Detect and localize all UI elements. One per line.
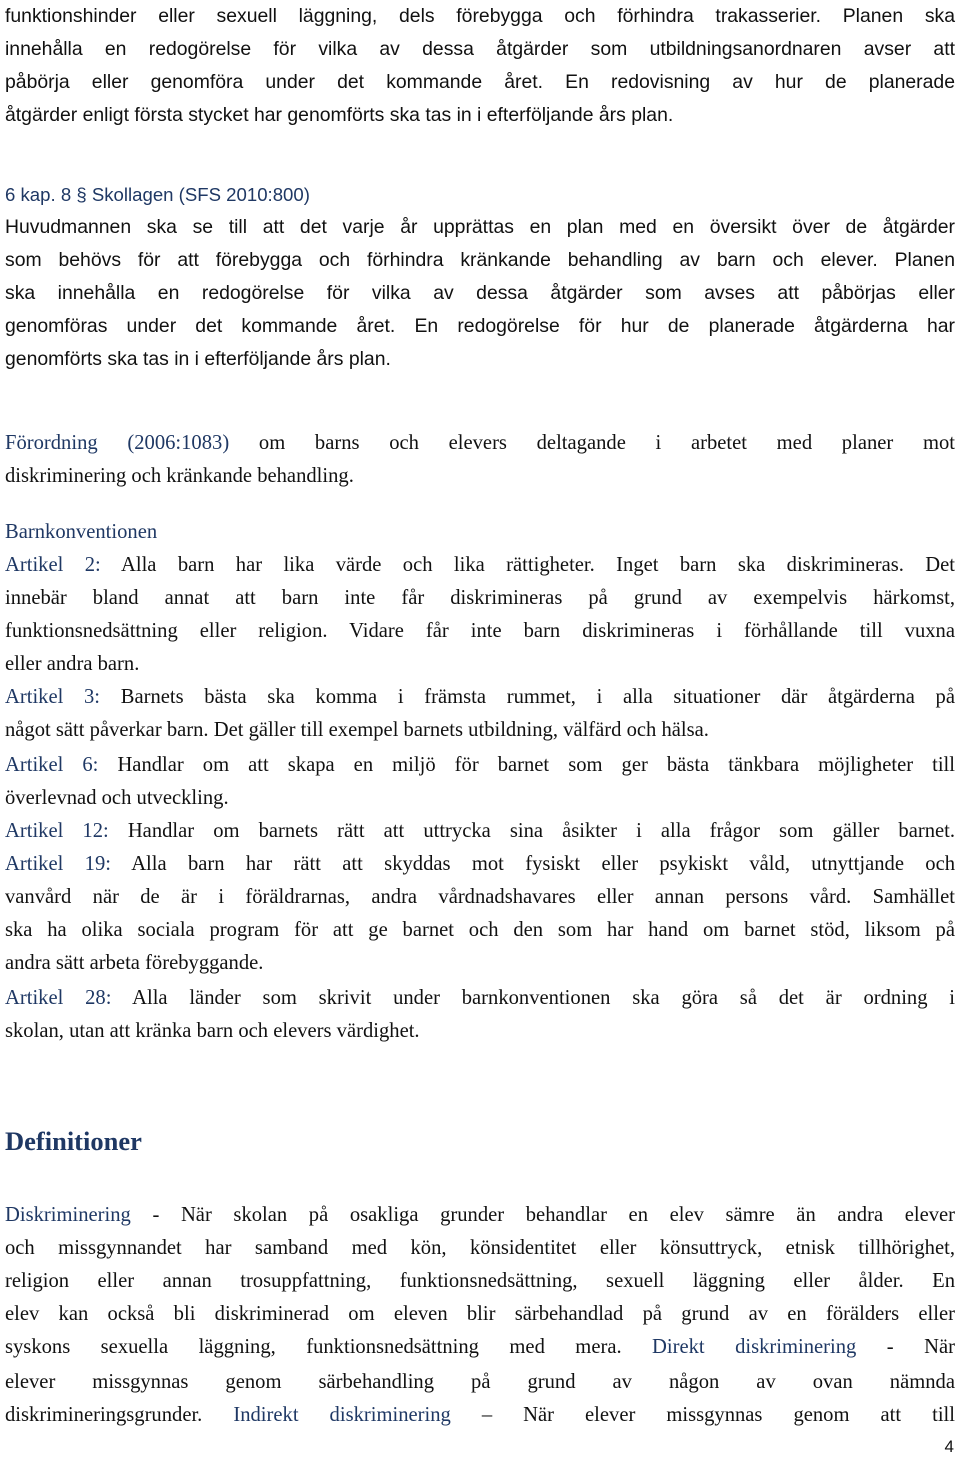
definitioner-text-7b: – När elever missgynnas genom att till <box>481 1404 955 1426</box>
forordning-title: Förordning (2006:1083) <box>5 432 230 454</box>
artikel-6-line-1 <box>5 749 955 782</box>
definitioner-line-5 <box>5 1331 955 1364</box>
artikel-12-text-1: Handlar om barnets rätt att uttrycka sina åsikter i alla frågor som gäller barnet. <box>127 820 956 842</box>
skollagen-line-3: ska innehålla en redogörelse för vilka av dessa åtgärder som avses att påbörjas eller <box>5 282 955 304</box>
term-direkt-diskriminering: Direkt diskriminering <box>652 1336 857 1358</box>
artikel-28-line-2: skolan, utan att kränka barn och elevers värdighet. <box>5 1020 420 1042</box>
definitioner-text-7a: diskrimineringsgrunder. <box>5 1404 203 1426</box>
term-indirekt-diskriminering: Indirekt diskriminering <box>233 1404 451 1426</box>
definitioner-line-1 <box>5 1199 955 1232</box>
skollagen-title: 6 kap. 8 § Skollagen (SFS 2010:800) <box>5 184 310 205</box>
artikel-19-line-3: ska ha olika sociala program för att ge barnet och den som har hand om barnet stöd, liksom på <box>5 919 955 941</box>
definitioner-line-3: religion eller annan trosuppfattning, funktionsnedsättning, sexuell läggning eller ålder. En <box>5 1270 955 1292</box>
artikel-3-line-1 <box>5 681 955 714</box>
artikel-19-line-4: andra sätt arbeta förebyggande. <box>5 952 264 974</box>
definitioner-text-1: - När skolan på osakliga grunder behandlar en elev sämre än andra elever <box>152 1204 956 1226</box>
artikel-3-line-2: något sätt påverkar barn. Det gäller till exempel barnets utbildning, välfärd och hälsa. <box>5 719 709 741</box>
definitioner-text-5a: syskons sexuella läggning, funktionsnedsättning med mera. <box>5 1336 622 1358</box>
artikel-19-text-1: Alla barn har rätt att skyddas mot fysiskt eller psykiskt våld, utnyttjande och <box>131 853 956 875</box>
page-number: 4 <box>944 1437 954 1456</box>
artikel-19-line-2: vanvård när de är i föräldrarnas, andra vårdnadshavares eller annan persons vård. Samhället <box>5 886 955 908</box>
artikel-2-line-4: eller andra barn. <box>5 653 140 675</box>
barnkonventionen-title: Barnkonventionen <box>5 521 158 543</box>
artikel-6-label: Artikel 6: <box>5 754 99 776</box>
forordning-line-2: diskriminering och kränkande behandling. <box>5 465 354 487</box>
artikel-2-label: Artikel 2: <box>5 554 101 576</box>
definitioner-line-7 <box>5 1399 955 1432</box>
artikel-28-label: Artikel 28: <box>5 987 112 1009</box>
artikel-2-line-3: funktionsnedsättning eller religion. Vidare får inte barn diskrimineras i förhållande till vuxna <box>5 620 955 642</box>
definitioner-heading: Definitioner <box>5 1126 142 1156</box>
artikel-28-text-1: Alla länder som skrivit under barnkonventionen ska göra så det är ordning i <box>132 987 956 1009</box>
artikel-19-label: Artikel 19: <box>5 853 111 875</box>
skollagen-line-1: Huvudmannen ska se till att det varje år upprättas en plan med en översikt över de åtgärder <box>5 216 955 238</box>
intro-line-1: funktionshinder eller sexuell läggning, dels förebygga och förhindra trakasserier. Planen ska <box>5 5 955 27</box>
skollagen-line-4: genomföras under det kommande året. En redogörelse för hur de planerade åtgärderna har <box>5 315 955 337</box>
skollagen-line-2: som behövs för att förebygga och förhindra kränkande behandling av barn och elever. Planen <box>5 249 955 271</box>
artikel-6-line-2: överlevnad och utveckling. <box>5 787 229 809</box>
skollagen-line-5: genomförts ska tas in i efterföljande års plan. <box>5 348 391 370</box>
forordning-line-1 <box>5 427 955 460</box>
definitioner-line-6: elever missgynnas genom särbehandling på grund av någon av ovan nämnda <box>5 1371 955 1393</box>
artikel-2-line-2: innebär bland annat att barn inte får diskrimineras på grund av exempelvis härkomst, <box>5 587 955 609</box>
intro-line-4: åtgärder enligt första stycket har genomförts ska tas in i efterföljande års plan. <box>5 104 674 126</box>
artikel-2-line-1 <box>5 549 955 582</box>
definitioner-line-4: elev kan också bli diskriminerad om eleven blir särbehandlad på grund av en förälders eller <box>5 1303 955 1325</box>
artikel-3-label: Artikel 3: <box>5 686 101 708</box>
intro-line-3: påbörja eller genomföra under det kommande året. En redovisning av hur de planerade <box>5 71 955 93</box>
artikel-28-line-1 <box>5 982 955 1015</box>
artikel-12-label: Artikel 12: <box>5 820 109 842</box>
artikel-6-text-1: Handlar om att skapa en miljö för barnet som ger bästa tänkbara möjligheter till <box>117 754 956 776</box>
artikel-3-text-1: Barnets bästa ska komma i främsta rummet, i alla situationer där åtgärderna på <box>120 686 955 708</box>
artikel-2-text-1: Alla barn har lika värde och lika rättigheter. Inget barn ska diskrimineras. Det <box>120 554 956 576</box>
artikel-12-line-1 <box>5 815 955 848</box>
term-diskriminering: Diskriminering <box>5 1204 131 1226</box>
definitioner-text-5b: - När <box>886 1336 955 1358</box>
artikel-19-line-1 <box>5 848 955 881</box>
definitioner-line-2: och missgynnandet har samband med kön, könsidentitet eller könsuttryck, etnisk tillhörighet, <box>5 1237 955 1259</box>
intro-line-2: innehålla en redogörelse för vilka av dessa åtgärder som utbildningsanordnaren avser att <box>5 38 955 60</box>
forordning-line-1-rest: om barns och elevers deltagande i arbetet med planer mot <box>258 432 955 454</box>
